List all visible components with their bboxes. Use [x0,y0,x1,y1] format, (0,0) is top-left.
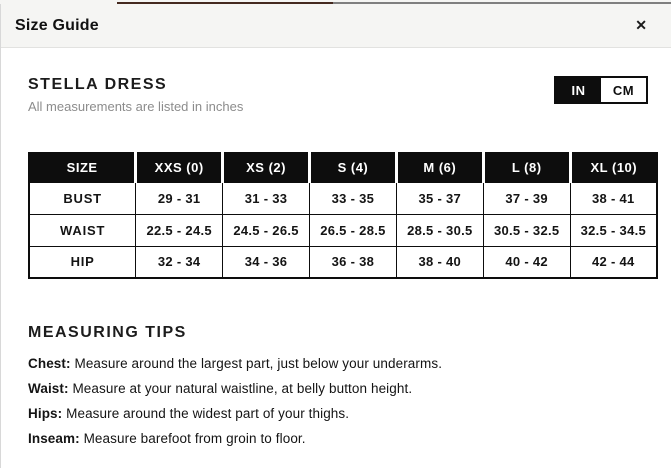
measurement-cell: 30.5 - 32.5 [483,214,570,246]
modal-header [1,4,671,48]
table-header-cell: L (8) [483,153,570,182]
measurement-cell: 28.5 - 30.5 [396,214,483,246]
tip-item [28,381,647,396]
tip-label: Hips: [28,406,67,421]
tip-text: Measure at your natural waistline, at belly button height. [72,381,413,396]
table-header-cell: XXS (0) [136,153,223,182]
measurement-cell: 31 - 33 [223,182,310,214]
unit-toggle [554,76,648,104]
tip-label: Waist: [28,381,73,396]
tip-label: Chest: [28,356,75,371]
row-label-cell: HIP [29,246,136,278]
measurement-cell: 34 - 36 [223,246,310,278]
measurement-cell: 32.5 - 34.5 [570,214,657,246]
measurement-unit-note: All measurements are listed in inches [28,99,244,114]
row-label-cell: BUST [29,182,136,214]
tip-item [28,431,647,446]
measurement-cell: 38 - 41 [570,182,657,214]
measurement-cell: 38 - 40 [396,246,483,278]
measurement-cell: 36 - 38 [310,246,397,278]
table-header-row [29,153,657,182]
table-header-cell: M (6) [396,153,483,182]
table-row [29,246,657,278]
table-row [29,182,657,214]
measurement-cell: 37 - 39 [483,182,570,214]
measurement-cell: 22.5 - 24.5 [136,214,223,246]
size-table-head [29,153,657,182]
unit-toggle-cm-button[interactable]: CM [601,78,646,102]
size-table-body [29,182,657,278]
measurement-cell: 26.5 - 28.5 [310,214,397,246]
measurement-cell: 42 - 44 [570,246,657,278]
table-header-cell: S (4) [310,153,397,182]
unit-toggle-in-button[interactable]: IN [556,78,601,102]
measurement-cell: 29 - 31 [136,182,223,214]
measuring-tips-list [28,356,647,446]
table-header-cell: SIZE [29,153,136,182]
tip-item [28,406,647,421]
measuring-tips-heading: MEASURING TIPS [28,324,187,341]
size-guide-modal [0,4,671,468]
measurement-cell: 32 - 34 [136,246,223,278]
row-label-cell: WAIST [29,214,136,246]
measurement-cell: 35 - 37 [396,182,483,214]
measurement-cell: 33 - 35 [310,182,397,214]
tip-text: Measure around the widest part of your thighs. [66,406,350,421]
tip-text: Measure around the largest part, just below your underarms. [74,356,443,371]
measurement-cell: 24.5 - 26.5 [223,214,310,246]
table-header-cell: XL (10) [570,153,657,182]
table-header-cell: XS (2) [223,153,310,182]
tip-label: Inseam: [28,431,84,446]
modal-title: Size Guide [15,16,99,34]
close-icon[interactable]: ✕ [627,13,655,38]
tip-item [28,356,647,371]
measurement-cell: 40 - 42 [483,246,570,278]
modal-content [1,48,671,446]
tip-text: Measure barefoot from groin to floor. [83,431,306,446]
size-table [28,152,658,279]
table-row [29,214,657,246]
product-name: STELLA DRESS [28,76,168,93]
